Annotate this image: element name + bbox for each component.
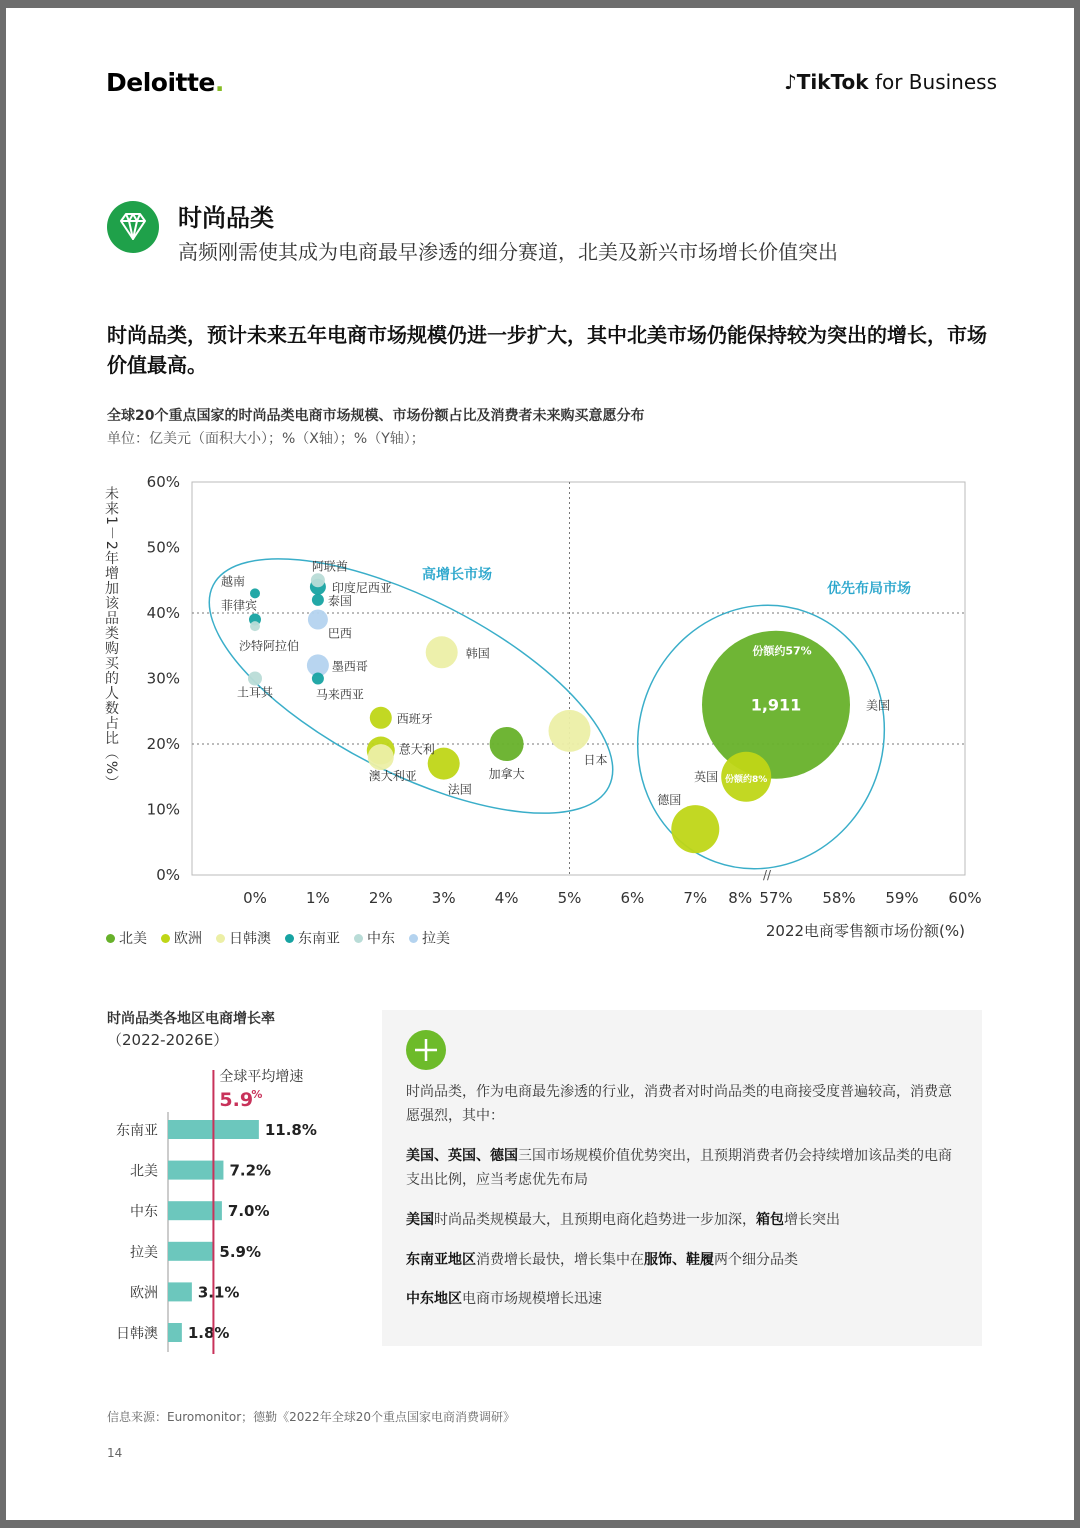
bubble-韩国 xyxy=(426,636,458,668)
bubble-澳大利亚 xyxy=(368,744,394,770)
bubble-label: 澳大利亚 xyxy=(368,769,417,784)
axis-break-mark: // xyxy=(763,868,772,882)
legend-southeast-asia: 东南亚 xyxy=(285,928,340,948)
x-tick-label: 4% xyxy=(494,889,519,907)
deloitte-logo: Deloitte. xyxy=(106,68,224,97)
x-tick-label: 6% xyxy=(620,889,645,907)
bubble-马来西亚 xyxy=(312,673,324,685)
bar-value-label: 7.0% xyxy=(227,1202,270,1221)
priority-market-label: 优先布局市场 xyxy=(827,581,911,597)
avg-growth-label: 全球平均增速 xyxy=(219,1069,304,1085)
x-tick-label: 60% xyxy=(948,889,982,907)
bubble-label: 菲律宾 xyxy=(220,598,258,613)
bar-category-label: 中东 xyxy=(130,1204,158,1221)
bar-category-label: 日韩澳 xyxy=(116,1326,158,1342)
growth-bar xyxy=(168,1323,182,1342)
bubble-西班牙 xyxy=(370,707,392,729)
bar-value-label: 7.2% xyxy=(229,1161,272,1180)
bar-value-label: 11.8% xyxy=(264,1121,317,1139)
bubble-value-label: 1,911 xyxy=(750,695,802,715)
bubble-日本 xyxy=(549,710,591,752)
bubble-label: 西班牙 xyxy=(396,711,433,726)
legend-europe: 欧洲 xyxy=(161,928,202,948)
bar-value-label: 3.1% xyxy=(197,1283,240,1302)
bubble-沙特阿拉伯 xyxy=(250,621,260,631)
insight-point-1: 美国、英国、德国三国市场规模价值优势突出，且预期消费者仍会持续增加该品类的电商支出比例，应当考虑优先布局 xyxy=(406,1148,952,1188)
chart-unit: 单位：亿美元（面积大小）；%（X轴）；%（Y轴）； xyxy=(107,431,425,447)
bubble-泰国 xyxy=(312,594,324,606)
growth-bar xyxy=(168,1242,213,1261)
bar-value-label: 1.8% xyxy=(187,1324,230,1342)
bar-category-label: 欧洲 xyxy=(130,1285,158,1302)
x-axis-label: 2022电商零售额市场份额(%) xyxy=(765,922,965,938)
bubble-越南 xyxy=(250,588,260,598)
avg-growth-unit: % xyxy=(251,1088,263,1101)
x-tick-label: 0% xyxy=(243,889,267,907)
bubble-阿联酋 xyxy=(311,573,325,587)
bubble-德国 xyxy=(671,805,719,853)
section-subtitle: 高频刚需使其成为电商最早渗透的细分赛道，北美及新兴市场增长价值突出 xyxy=(178,240,838,264)
bubble-label: 泰国 xyxy=(327,593,352,608)
bubble-label: 韩国 xyxy=(465,646,490,661)
tiktok-icon: ♪ xyxy=(784,70,797,94)
insight-point-2: 美国时尚品类规模最大，且预期电商化趋势进一步加深，箱包增长突出 xyxy=(406,1212,840,1228)
chart-legend xyxy=(106,928,450,948)
page-number: 14 xyxy=(107,1446,123,1460)
bubble-label: 巴西 xyxy=(327,626,352,641)
share-label: 份额约57% xyxy=(752,644,812,658)
plus-icon xyxy=(406,1030,446,1070)
headline: 时尚品类，预计未来五年电商市场规模仍进一步扩大，其中北美市场仍能保持较为突出的增长，市场价值最高。 xyxy=(107,323,987,377)
y-tick-label: 60% xyxy=(146,473,180,491)
legend-middle-east: 中东 xyxy=(354,928,395,948)
bubble-label: 意大利 xyxy=(398,742,435,757)
legend-north-america: 北美 xyxy=(106,928,147,948)
bubble-label: 马来西亚 xyxy=(315,687,364,702)
bubble-label: 墨西哥 xyxy=(331,659,368,674)
insight-point-3: 东南亚地区消费增长最快，增长集中在服饰、鞋履两个细分品类 xyxy=(406,1252,798,1268)
tiktok-for-business-logo: ♪TikTok for Business xyxy=(784,70,998,94)
legend-latam: 拉美 xyxy=(409,928,450,948)
bar-value-label: 5.9% xyxy=(219,1242,262,1261)
high-growth-label: 高增长市场 xyxy=(422,567,492,583)
insight-point-4: 中东地区电商市场规模增长迅速 xyxy=(406,1291,602,1307)
bubble-label: 法国 xyxy=(447,782,472,797)
bubble-label: 阿联酋 xyxy=(311,559,348,574)
x-tick-label: 8% xyxy=(728,889,753,907)
bubble-chart xyxy=(6,458,1074,938)
bubble-label: 日本 xyxy=(583,752,608,767)
x-tick-label: 1% xyxy=(306,889,330,907)
y-tick-label: 50% xyxy=(146,538,180,557)
x-tick-label: 59% xyxy=(885,889,919,907)
y-tick-label: 20% xyxy=(146,735,180,753)
bar-category-label: 北美 xyxy=(130,1163,158,1180)
bubble-label: 美国 xyxy=(866,698,891,713)
bar-category-label: 东南亚 xyxy=(116,1123,158,1139)
section-title: 时尚品类 xyxy=(178,204,274,232)
x-tick-label: 58% xyxy=(822,889,856,907)
growth-bar xyxy=(168,1161,223,1180)
share-label: 份额约8% xyxy=(725,774,768,785)
legend-jpkr-au: 日韩澳 xyxy=(216,928,271,948)
growth-chart-title: 时尚品类各地区电商增长率 xyxy=(107,1011,275,1027)
bubble-土耳其 xyxy=(248,672,262,686)
plot-frame xyxy=(192,482,965,875)
diamond-icon xyxy=(107,201,159,253)
bubble-label: 土耳其 xyxy=(236,685,274,700)
source-note: 信息来源：Euromonitor；德勤《2022年全球20个重点国家电商消费调研》 xyxy=(107,1410,515,1424)
y-tick-label: 10% xyxy=(146,800,180,819)
bubble-label: 加拿大 xyxy=(488,767,525,781)
bubble-label: 印度尼西亚 xyxy=(331,580,392,595)
x-tick-label: 3% xyxy=(431,889,456,907)
y-tick-label: 0% xyxy=(156,866,180,884)
bar-category-label: 拉美 xyxy=(130,1244,158,1261)
chart-title: 全球20个重点国家的时尚品类电商市场规模、市场份额占比及消费者未来购买意愿分布 xyxy=(107,408,645,424)
x-tick-label: 5% xyxy=(557,889,582,907)
bubble-巴西 xyxy=(308,610,328,630)
y-axis-label: 未来1－2年增加该品类购买的人数占比（%） xyxy=(103,486,119,791)
avg-growth-value: 5.9 xyxy=(219,1089,254,1111)
y-tick-label: 30% xyxy=(146,669,180,688)
bubble-label: 越南 xyxy=(220,574,245,589)
bubble-label: 沙特阿拉伯 xyxy=(238,639,300,654)
bubble-label: 德国 xyxy=(657,793,682,808)
growth-chart-subtitle: （2022-2026E） xyxy=(107,1031,229,1049)
bubble-label: 英国 xyxy=(694,769,719,784)
bubble-加拿大 xyxy=(490,727,524,761)
x-tick-label: 57% xyxy=(759,889,793,907)
x-tick-label: 2% xyxy=(368,889,393,907)
insight-intro: 时尚品类，作为电商最先渗透的行业，消费者对时尚品类的电商接受度普遍较高，消费意愿强烈，其中： xyxy=(406,1084,952,1124)
y-tick-label: 40% xyxy=(146,604,180,622)
report-page xyxy=(6,8,1074,1520)
growth-bar-chart xyxy=(96,1056,366,1356)
growth-bar xyxy=(168,1282,192,1301)
x-tick-label: 7% xyxy=(683,889,708,907)
